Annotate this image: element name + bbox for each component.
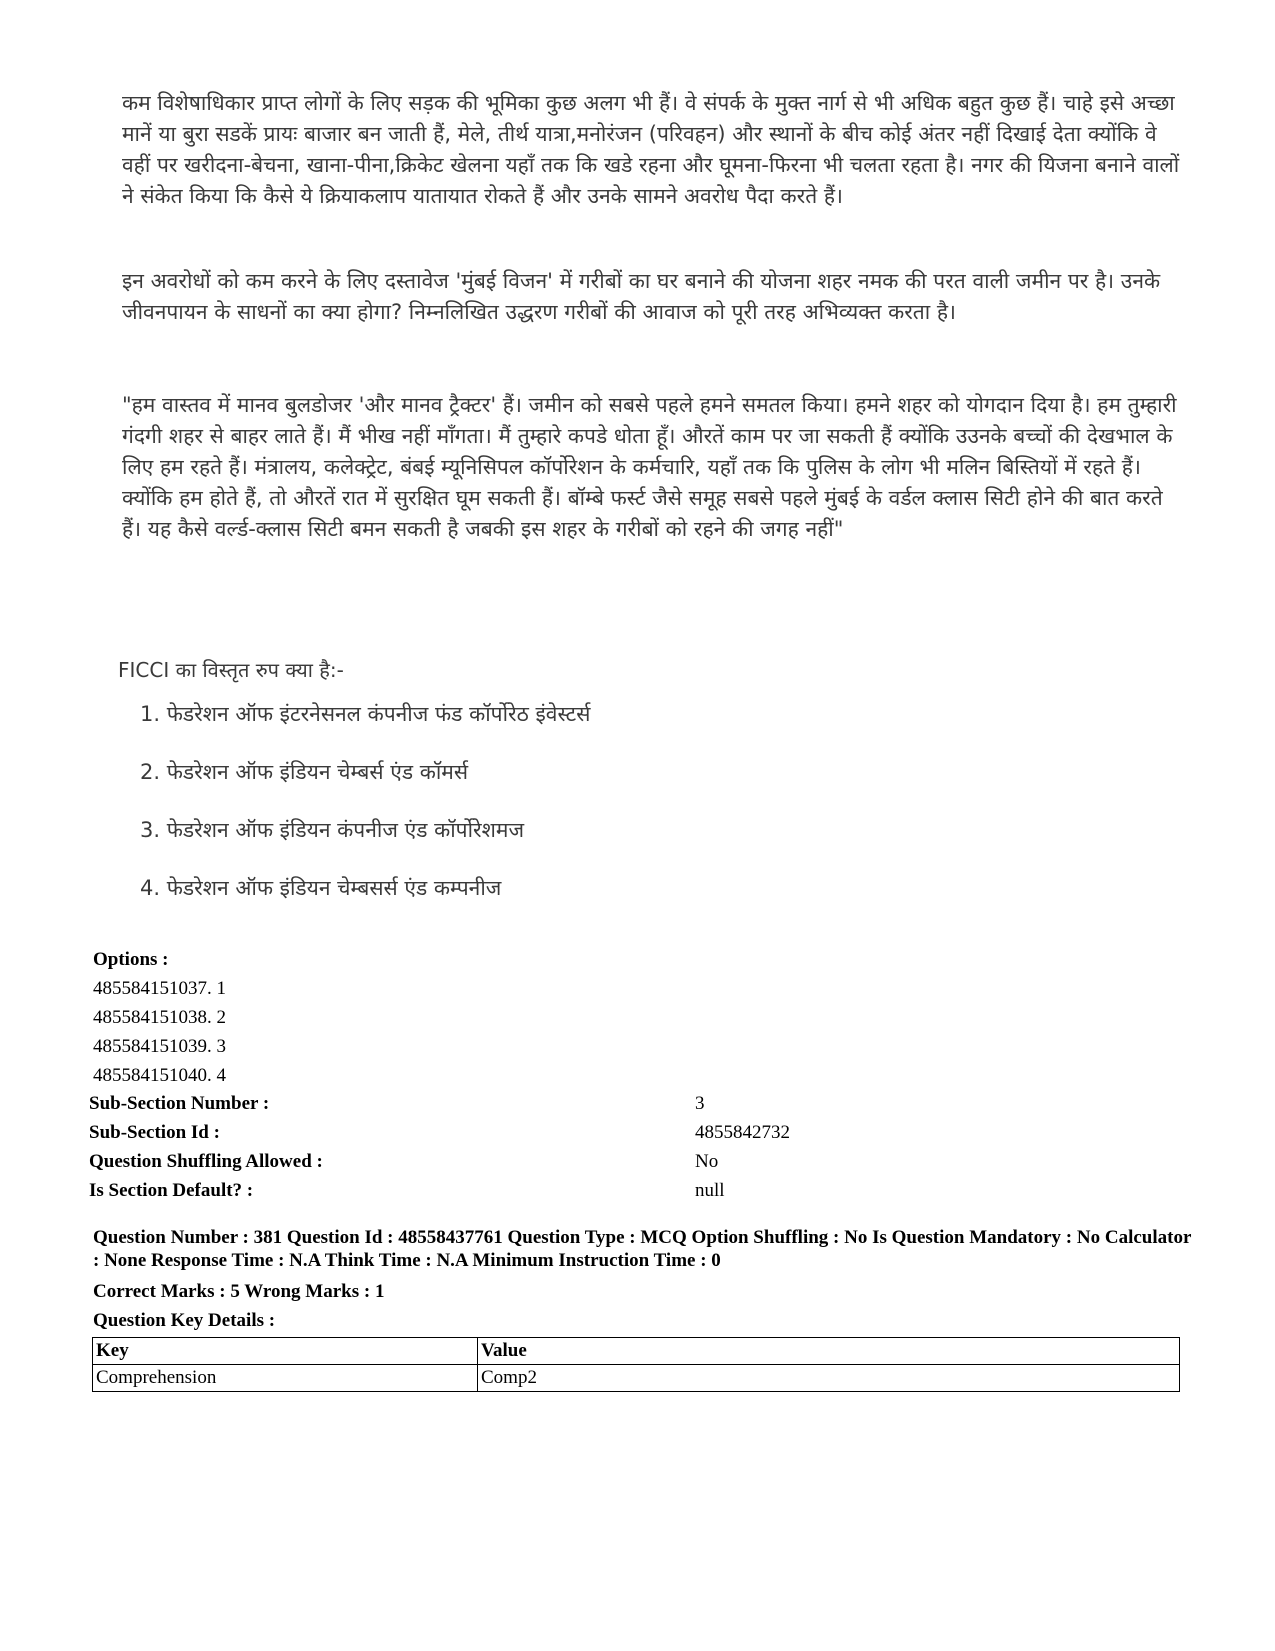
table-cell-value: Comp2 [478,1365,1180,1392]
subsection-value: 4855842732 [695,1122,790,1143]
option-item: 485584151037. 1 [93,978,226,999]
question-key-details-label: Question Key Details : [93,1310,276,1331]
question-choice: 3. फेडरेशन ऑफ इंडियन कंपनीज एंड कॉर्पोरेशमज [140,818,525,842]
question-marks: Correct Marks : 5 Wrong Marks : 1 [93,1281,385,1302]
subsection-row [89,1118,1189,1147]
option-item: 485584151039. 3 [93,1036,226,1057]
table-row [93,1365,1180,1392]
subsection-key: Question Shuffling Allowed : [89,1151,323,1172]
option-item: 485584151038. 2 [93,1007,226,1028]
question-meta [93,1226,1193,1332]
key-details-table [92,1337,1180,1392]
table-header-value: Value [478,1338,1180,1365]
subsection-info [89,1089,1189,1205]
subsection-value: No [695,1151,719,1172]
subsection-row [89,1089,1189,1118]
subsection-value: 3 [695,1093,705,1114]
subsection-key: Is Section Default? : [89,1180,254,1201]
table-header-key: Key [93,1338,478,1365]
table-header-row [93,1338,1180,1365]
passage-paragraph: इन अवरोधों को कम करने के लिए दस्तावेज 'मुंबई विजन' में गरीबों का घर बनाने की योजना शहर नमक की परत वाली जमीन पर है। उनके जीवनपायन के साधनों का क्या होगा? निम्नलिखित उद्धरण गरीबों की आवाज को पूरी तरह अभिव्यक्त करता है। [122,269,1161,324]
passage-paragraph: कम विशेषाधिकार प्राप्त लोगों के लिए सड़क की भूमिका कुछ अलग भी हैं। वे संपर्क के मुक्त नार्ग से भी अधिक बहुत कुछ हैं। चाहे इसे अच्छा मानें या बुरा सडकें प्रायः बाजार बन जाती हैं, मेले, तीर्थ यात्रा,मनोरंजन (परिवहन) और स्थानों के बीच कोई अंतर नहीं दिखाई देता क्योंकि वे वहीं पर खरीदना-बेचना, खाना-पीना,क्रिकेट खेलना यहाँ तक कि खडे रहना और घूमना-फिरना भी चलता रहता है। नगर की यिजना बनाने वालों ने संकेत किया कि कैसे ये क्रियाकलाप यातायात रोकते हैं और उनके सामने अवरोध पैदा करते हैं। [122,91,1180,208]
subsection-row [89,1176,1189,1205]
question-prompt: FICCI का विस्तृत रुप क्या है:- [118,658,344,682]
question-block [118,655,818,931]
subsection-key: Sub-Section Number : [89,1093,270,1114]
subsection-row [89,1147,1189,1176]
table-cell-key: Comprehension [93,1365,478,1392]
passage-paragraph: "हम वास्तव में मानव बुलडोजर 'और मानव ट्रैक्टर' हैं। जमीन को सबसे पहले हमने समतल किया। हमने शहर को योगदान दिया है। हम तुम्हारी गंदगी शहर से बाहर लाते हैं। मैं भीख नहीं माँगता। मैं तुम्हारे कपडे धोता हूँ। औरतें काम पर जा सकती हैं क्योंकि उउनके बच्चों की देखभाल के लिए हम रहते हैं। मंत्रालय, कलेक्ट्रेट, बंबई म्यूनिसिपल कॉर्पोरेशन के कर्मचारि, यहाँ तक कि पुलिस के लोग भी मलिन बिस्तियों में रहते हैं। क्योंकि हम होते हैं, तो औरतें रात में सुरक्षित घूम सकती हैं। बॉम्बे फर्स्ट जैसे समूह सबसे पहले मुंबई के वर्डल क्लास सिटी होने की बात करते हैं। यह कैसे वर्ल्ड-क्लास सिटी बमन सकती है जबकी इस शहर के गरीबों को रहने की जगह नहीं" [122,393,1177,541]
question-meta-details: Question Number : 381 Question Id : 48558437761 Question Type : MCQ Option Shuffling : No Is Question Mandatory : No Calculator : None Response Time : N.A Think Time : N.A Minimum Instruction Time : 0 [93,1227,1192,1271]
option-item: 485584151040. 4 [93,1065,226,1086]
question-choices [140,699,818,903]
question-choice: 1. फेडरेशन ऑफ इंटरनेसनल कंपनीज फंड कॉर्पोरेठ इंवेस्टर्स [140,702,591,726]
subsection-value: null [695,1180,725,1201]
question-choice: 4. फेडरेशन ऑफ इंडियन चेम्बसर्स एंड कम्पनीज [140,876,502,900]
options-label: Options : [93,949,169,970]
question-choice: 2. फेडरेशन ऑफ इंडियन चेम्बर्स एंड कॉमर्स [140,760,469,784]
options-block [93,946,226,1090]
subsection-key: Sub-Section Id : [89,1122,220,1143]
